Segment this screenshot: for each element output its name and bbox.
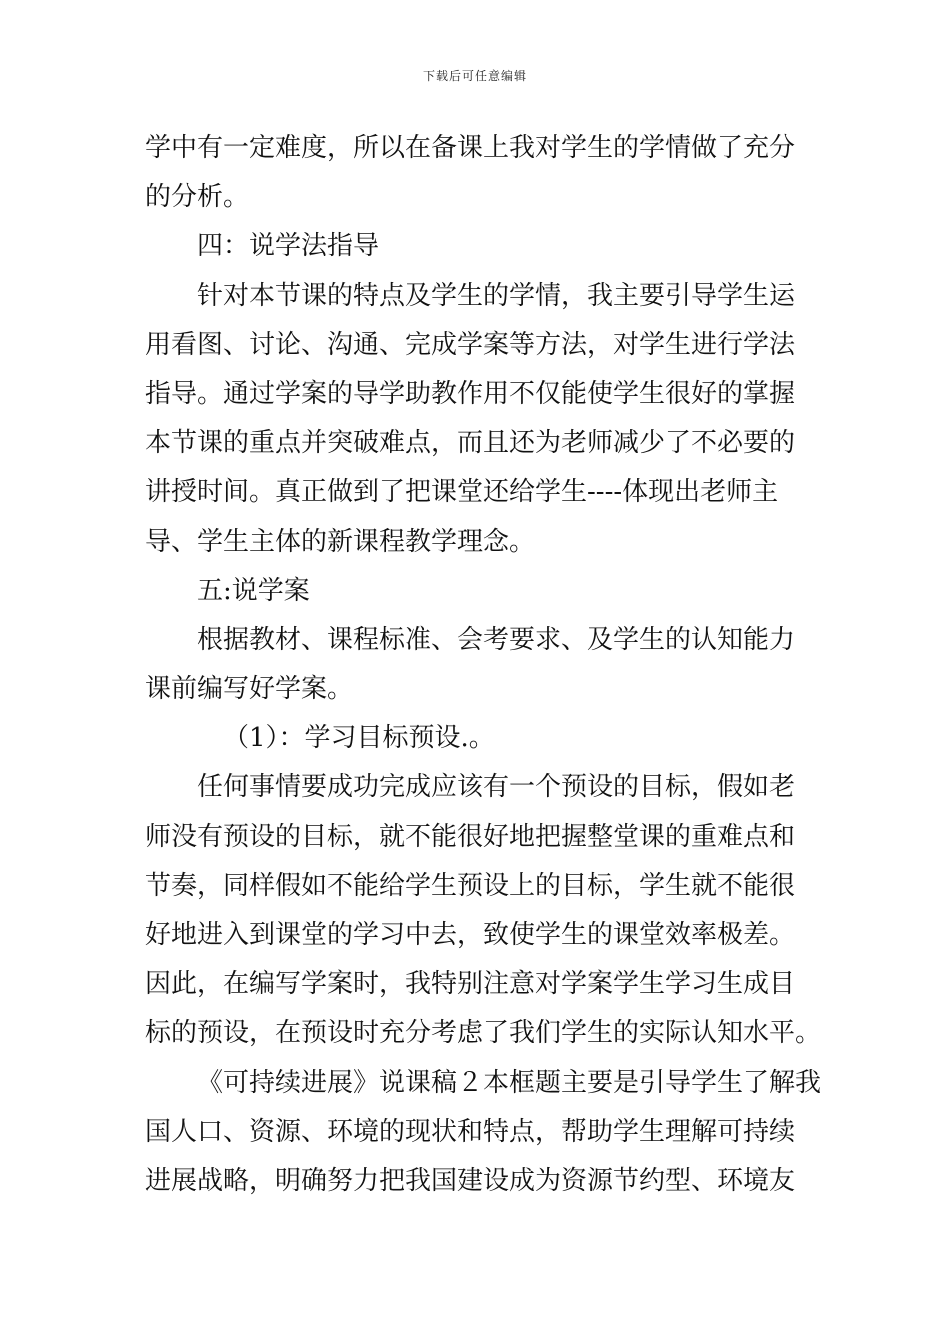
section-heading: 四：说学法指导 [197,231,380,262]
text-line: 讲授时间。真正做到了把课堂还给学生----体现出老师主 [145,477,779,508]
text-line: 本节课的重点并突破难点，而且还为老师减少了不必要的 [145,428,796,459]
text-line: 用看图、讨论、沟通、完成学案等方法，对学生进行学法 [145,329,796,360]
text-line: 师没有预设的目标，就不能很好地把握整堂课的重难点和 [145,821,796,852]
text-line: 任何事情要成功完成应该有一个预设的目标，假如老 [197,772,796,803]
subsection-heading: （1）：学习目标预设.。 [223,723,495,754]
text-line: 根据教材、课程标准、会考要求、及学生的认知能力 [197,624,796,655]
text-line: 课前编写好学案。 [145,674,354,705]
text-line: 学中有一定难度，所以在备课上我对学生的学情做了充分 [145,133,796,163]
text-line: 国人口、资源、环境的现状和特点，帮助学生理解可持续 [145,1116,796,1147]
document-body [145,124,822,1206]
page-header: 下载后可任意编辑 [422,69,527,83]
text-line: 的分析。 [145,182,250,213]
text-line: 针对本节课的特点及学生的学情，我主要引导学生运 [197,280,796,311]
text-line: 指导。通过学案的导学助教作用不仅能使学生很好的掌握 [145,378,796,409]
text-line: 节奏，同样假如不能给学生预设上的目标，学生就不能很 [145,870,796,901]
text-line: 标的预设，在预设时充分考虑了我们学生的实际认知水平。 [145,1018,822,1049]
text-line: 因此，在编写学案时，我特别注意对学案学生学习生成目 [145,969,796,1000]
text-line: 《可持续进展》说课稿２本框题主要是引导学生了解我 [197,1067,822,1098]
text-line: 导、学生主体的新课程教学理念。 [145,526,536,557]
text-line: 进展战略，明确努力把我国建设成为资源节约型、环境友 [145,1165,796,1196]
section-heading: 五:说学案 [197,575,310,606]
text-line: 好地进入到课堂的学习中去，致使学生的课堂效率极差。 [145,920,796,950]
